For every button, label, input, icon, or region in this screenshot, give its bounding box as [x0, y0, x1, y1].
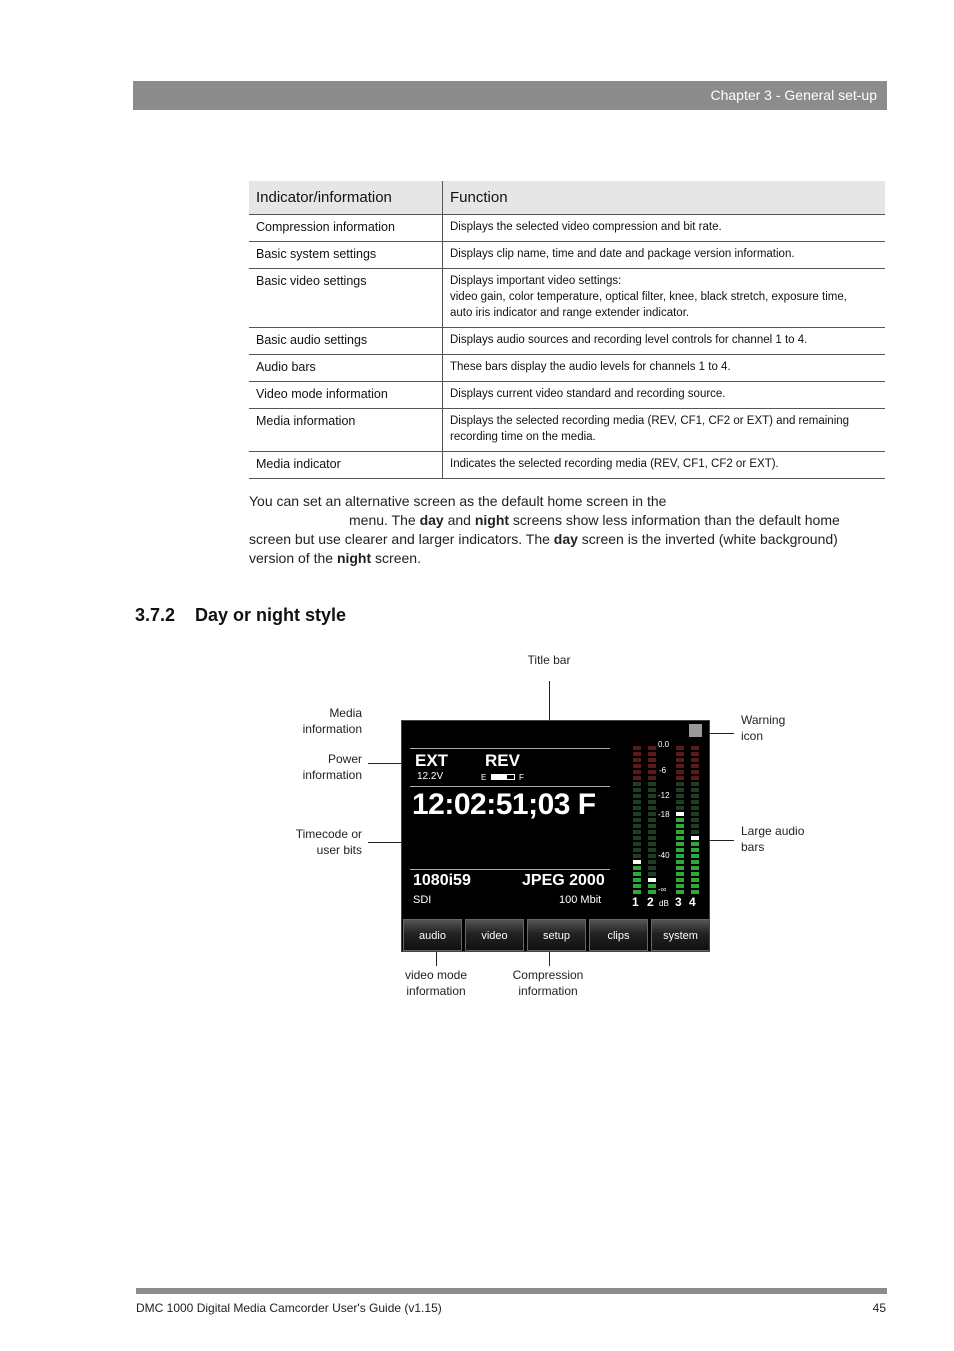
day-term: day — [419, 512, 444, 528]
audio-meter-segment — [691, 878, 699, 882]
audio-meter-segment — [648, 788, 656, 792]
softkey-video-button[interactable]: video — [465, 919, 524, 951]
function-cell — [443, 451, 886, 478]
audio-meter-segment — [633, 770, 641, 774]
chapter-title: Chapter 3 - General set-up — [710, 87, 877, 103]
table-row — [249, 408, 885, 451]
audio-meter-segment — [633, 872, 641, 876]
audio-meter-segment — [676, 848, 684, 852]
callout-compression: Compression information — [512, 968, 584, 998]
audio-meter-segment — [633, 884, 641, 888]
audio-meter-segment — [648, 752, 656, 756]
battery-gauge-fill — [492, 775, 507, 779]
night-term: night — [474, 512, 510, 528]
audio-meter-segment — [648, 776, 656, 780]
audio-meter-segment — [648, 812, 656, 816]
column-header-indicator: Indicator/information — [249, 181, 443, 214]
audio-meter-segment — [691, 854, 699, 858]
battery-full-label: F — [519, 773, 524, 782]
audio-meter-segment — [633, 836, 641, 840]
audio-meter-segment — [691, 842, 699, 846]
audio-meter-segment — [676, 794, 684, 798]
audio-meter-segment — [648, 830, 656, 834]
audio-meter-segment — [691, 860, 699, 864]
audio-meter-segment — [676, 758, 684, 762]
audio-meter-segment — [633, 782, 641, 786]
audio-meter-segment — [691, 776, 699, 780]
function-text: Displays the selected video compression and bit rate. — [450, 220, 722, 233]
table-row — [249, 241, 885, 268]
db-tick-label: -12 — [658, 791, 670, 800]
audio-meter-segment — [633, 752, 641, 756]
audio-meter-segment — [691, 758, 699, 762]
audio-meter-segment — [676, 770, 684, 774]
audio-meter-segment — [648, 878, 656, 882]
audio-meter-segment — [676, 842, 684, 846]
audio-meter-segment — [633, 758, 641, 762]
audio-meter-segment — [676, 830, 684, 834]
timecode-display: 12:02:51;03 F — [412, 788, 596, 821]
audio-meter-segment — [676, 800, 684, 804]
indicator-cell: Basic audio settings — [249, 327, 443, 354]
audio-meter-segment — [648, 890, 656, 894]
function-cell — [443, 268, 886, 327]
power-voltage: 12.2V — [417, 771, 444, 782]
indicator-table — [249, 181, 885, 479]
table-row — [249, 268, 885, 327]
body-paragraph: You can set an alternative screen as the default home screen in the menu. The day and night screens show less information than the default home screen but use clearer and larger indicators. The day screen is the inverted (white background) version of the night screen. — [249, 493, 840, 566]
audio-meter-segment — [676, 818, 684, 822]
audio-meter-segment — [633, 746, 641, 750]
video-source: SDI — [413, 894, 432, 906]
channel-label: 1 — [632, 895, 639, 909]
function-text: Indicates the selected recording media (REV, CF1, CF2 or EXT). — [450, 457, 779, 470]
indicator-cell: Audio bars — [249, 354, 443, 381]
db-tick-label: 0.0 — [658, 740, 670, 749]
audio-meter-segment — [691, 812, 699, 816]
function-text: Displays audio sources and recording level controls for channel 1 to 4. — [450, 333, 808, 346]
warning-icon — [689, 724, 702, 737]
audio-meter-segment — [691, 800, 699, 804]
audio-meter-segment — [676, 806, 684, 810]
audio-meter-segment — [676, 776, 684, 780]
softkey-audio-button[interactable]: audio — [403, 919, 462, 951]
audio-meter-segment — [648, 818, 656, 822]
audio-meter-segment — [648, 800, 656, 804]
audio-meter-segment — [691, 782, 699, 786]
footer-bar — [136, 1288, 887, 1294]
divider-top — [410, 748, 610, 749]
db-tick-label: -40 — [658, 851, 670, 860]
audio-meter-segment — [676, 824, 684, 828]
audio-meter-segment — [633, 800, 641, 804]
audio-meter-segment — [633, 824, 641, 828]
audio-meter-segment — [633, 788, 641, 792]
softkey-bar — [402, 919, 710, 952]
table-row — [249, 381, 885, 408]
divider-mid — [410, 786, 610, 787]
callout-title-bar: Title bar — [527, 653, 571, 667]
function-cell — [443, 241, 886, 268]
audio-meter-segment — [648, 758, 656, 762]
audio-meter-segment — [691, 848, 699, 852]
audio-meter-segment — [691, 890, 699, 894]
section-number: 3.7.2 — [135, 605, 176, 625]
softkey-clips-button[interactable]: clips — [589, 919, 648, 951]
audio-meter-segment — [676, 872, 684, 876]
audio-meter-segment — [633, 830, 641, 834]
indicator-cell: Media indicator — [249, 451, 443, 478]
audio-meter-segment — [676, 788, 684, 792]
video-mode: 1080i59 — [413, 872, 471, 889]
callout-warning-icon: Warning icon — [741, 713, 786, 743]
camcorder-screen — [401, 720, 710, 952]
audio-meter-segment — [691, 884, 699, 888]
audio-meter-segment — [691, 872, 699, 876]
audio-meter-segment — [691, 788, 699, 792]
audio-meter-segment — [648, 764, 656, 768]
audio-meter-segment — [676, 746, 684, 750]
audio-meter-segment — [633, 848, 641, 852]
audio-meter-segment — [676, 866, 684, 870]
leader-power-information — [368, 763, 402, 764]
media-source: EXT — [415, 751, 449, 770]
audio-meter-segment — [648, 848, 656, 852]
db-tick-label: -∞ — [658, 885, 667, 894]
audio-meter-segment — [691, 794, 699, 798]
audio-meter-segment — [648, 794, 656, 798]
audio-meter-segment — [633, 812, 641, 816]
function-text: recording time on the media. — [450, 430, 596, 443]
softkey-setup-button[interactable]: setup — [527, 919, 586, 951]
callout-video-mode: video mode information — [404, 968, 468, 998]
audio-meter-segment — [633, 776, 641, 780]
audio-meter-segment — [648, 770, 656, 774]
audio-meter-segment — [676, 812, 684, 816]
audio-meter-segment — [648, 806, 656, 810]
audio-meter-segment — [676, 890, 684, 894]
callout-timecode: Timecode or user bits — [295, 827, 362, 857]
audio-meter-segment — [676, 752, 684, 756]
db-unit-label: dB — [659, 899, 669, 908]
bitrate: 100 Mbit — [559, 894, 602, 906]
audio-meter-segment — [691, 866, 699, 870]
function-text: These bars display the audio levels for channels 1 to 4. — [450, 360, 731, 373]
night-term: night — [336, 550, 372, 566]
function-cell — [443, 354, 886, 381]
audio-meter-segment — [691, 830, 699, 834]
audio-meter-segment — [676, 878, 684, 882]
audio-meter-segment — [648, 824, 656, 828]
audio-meter-segment — [691, 764, 699, 768]
audio-meter-segment — [633, 890, 641, 894]
function-text: Displays the selected recording media (REV, CF1, CF2 or EXT) and remaining — [450, 414, 850, 427]
table-header-row — [249, 181, 885, 214]
audio-meter-segment — [648, 836, 656, 840]
indicator-cell: Compression information — [249, 214, 443, 241]
audio-meter-segment — [676, 764, 684, 768]
audio-meter-segment — [648, 842, 656, 846]
audio-meter-segment — [691, 770, 699, 774]
audio-meter-segment — [633, 878, 641, 882]
media-target: REV — [485, 751, 520, 770]
audio-meter-segment — [691, 746, 699, 750]
table-row — [249, 451, 885, 478]
compression-type: JPEG 2000 — [522, 872, 605, 889]
function-text: video gain, color temperature, optical filter, knee, black stretch, exposure time, — [450, 290, 847, 303]
section-title: Day or night style — [195, 605, 347, 625]
audio-meter-segment — [633, 794, 641, 798]
audio-meter-segment — [633, 866, 641, 870]
table-row — [249, 214, 885, 241]
table-body — [249, 214, 885, 478]
function-text: Displays clip name, time and date and package version information. — [450, 247, 795, 260]
audio-meter-segment — [676, 782, 684, 786]
section-heading — [135, 605, 346, 626]
table-row — [249, 327, 885, 354]
function-cell — [443, 381, 886, 408]
db-tick-label: -18 — [658, 810, 670, 819]
divider-bottom — [410, 869, 610, 870]
function-cell — [443, 408, 886, 451]
audio-meter-segment — [691, 836, 699, 840]
channel-label: 2 — [647, 895, 654, 909]
battery-gauge-icon — [491, 774, 515, 780]
audio-meter-segment — [691, 818, 699, 822]
audio-meter-segment — [633, 854, 641, 858]
audio-meter-segment — [691, 824, 699, 828]
chapter-header-bar — [133, 81, 887, 110]
battery-empty-label: E — [481, 773, 487, 782]
audio-meter-segment — [691, 806, 699, 810]
column-header-function: Function — [443, 181, 886, 214]
function-text: Displays current video standard and recording source. — [450, 387, 726, 400]
function-cell — [443, 214, 886, 241]
audio-meter-segment — [633, 860, 641, 864]
function-text: Displays important video settings: — [450, 274, 622, 287]
db-tick-label: -6 — [659, 766, 667, 775]
day-term: day — [553, 531, 578, 547]
audio-meter-segment — [633, 806, 641, 810]
audio-meter-segment — [676, 854, 684, 858]
indicator-cell: Basic video settings — [249, 268, 443, 327]
footer-title: DMC 1000 Digital Media Camcorder User's Guide (v1.15) — [136, 1301, 442, 1315]
audio-meter-segment — [648, 884, 656, 888]
table-row — [249, 354, 885, 381]
indicator-cell: Video mode information — [249, 381, 443, 408]
audio-meter-segment — [648, 860, 656, 864]
page-number: 45 — [872, 1301, 886, 1315]
leader-title-bar — [549, 681, 550, 723]
audio-meter-segment — [648, 866, 656, 870]
indicator-cell: Media information — [249, 408, 443, 451]
audio-meter-segment — [648, 746, 656, 750]
channel-label: 4 — [689, 895, 696, 909]
callout-media-information: Media information — [302, 706, 362, 736]
callout-power-information: Power information — [302, 752, 362, 782]
audio-meter-segment — [648, 782, 656, 786]
function-text: auto iris indicator and range extender indicator. — [450, 306, 690, 319]
audio-meter-segment — [691, 752, 699, 756]
audio-meter-segment — [633, 842, 641, 846]
audio-meter-segment — [676, 836, 684, 840]
channel-label: 3 — [675, 895, 682, 909]
audio-meter-segment — [648, 872, 656, 876]
softkey-system-button[interactable]: system — [651, 919, 710, 951]
audio-meter-segment — [633, 818, 641, 822]
callout-audio-bars: Large audio bars — [741, 824, 805, 854]
audio-meter-segment — [648, 854, 656, 858]
audio-meter-segment — [676, 884, 684, 888]
audio-meter-segment — [676, 860, 684, 864]
function-cell — [443, 327, 886, 354]
audio-meter-segment — [633, 764, 641, 768]
indicator-cell: Basic system settings — [249, 241, 443, 268]
